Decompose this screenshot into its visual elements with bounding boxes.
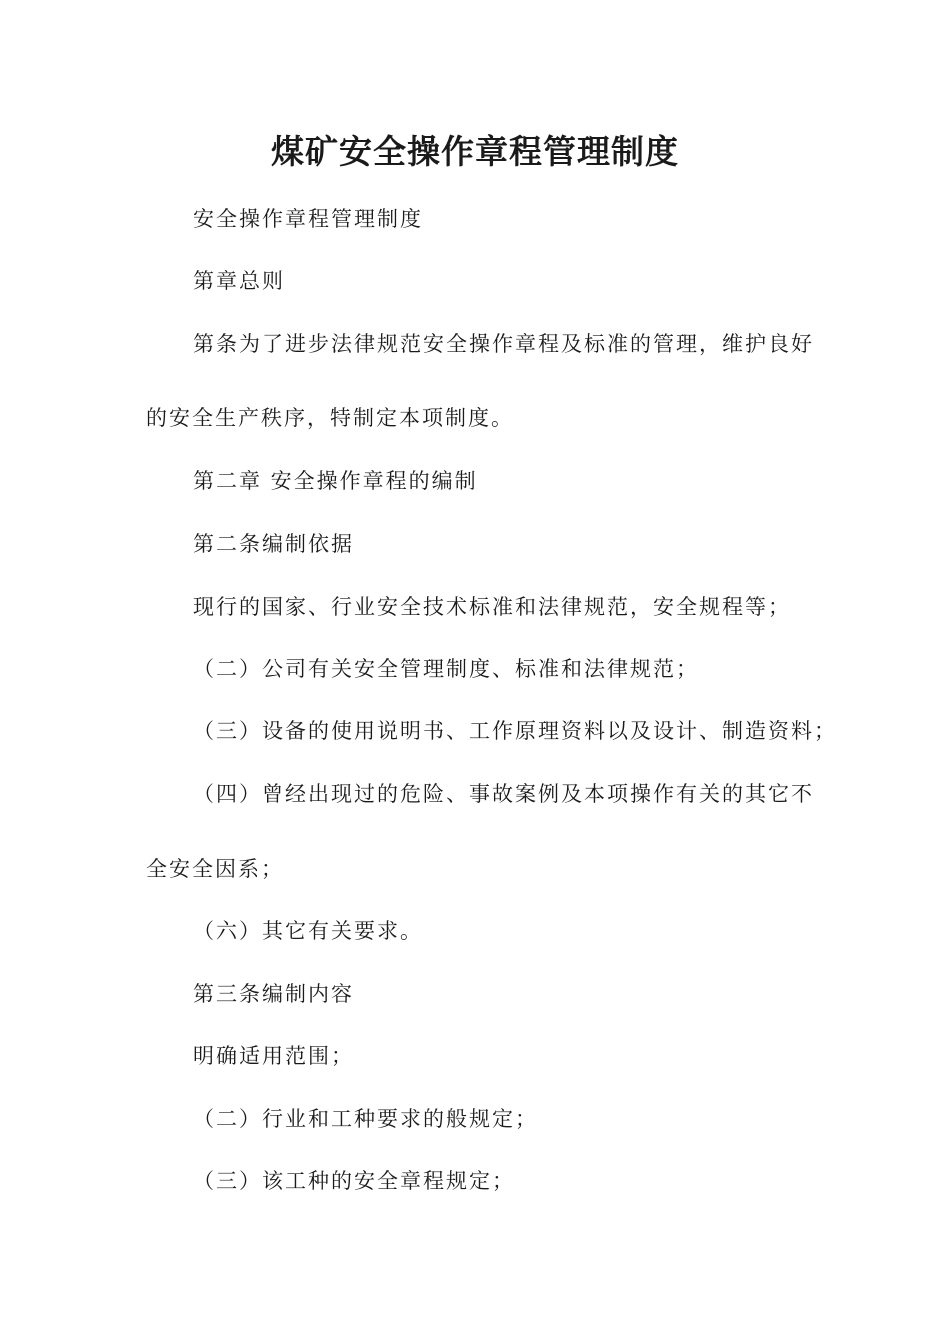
paragraph-line: 安全操作章程管理制度 <box>193 207 423 231</box>
paragraph-line: 第章总则 <box>193 269 285 293</box>
paragraph-line: （六）其它有关要求。 <box>193 919 423 943</box>
paragraph-line: 第二条编制依据 <box>193 532 354 556</box>
paragraph-line: 第条为了进步法律规范安全操作章程及标准的管理，维护良好 <box>193 332 814 356</box>
paragraph-line: （四）曾经出现过的危险、事故案例及本项操作有关的其它不 <box>193 782 814 806</box>
paragraph-line: （三）设备的使用说明书、工作原理资料以及设计、制造资料； <box>193 719 837 743</box>
paragraph-line: 第三条编制内容 <box>193 982 354 1006</box>
paragraph-line: （二）公司有关安全管理制度、标准和法律规范； <box>193 657 699 681</box>
paragraph-line: （三）该工种的安全章程规定； <box>193 1169 515 1193</box>
paragraph-line: （二）行业和工种要求的般规定； <box>193 1107 538 1131</box>
paragraph-line: 现行的国家、行业安全技术标准和法律规范，安全规程等； <box>193 595 791 619</box>
paragraph-line: 明确适用范围； <box>193 1044 354 1068</box>
document-title: 煤矿安全操作章程管理制度 <box>271 132 679 171</box>
paragraph-line: 全安全因系； <box>146 857 284 881</box>
paragraph-line: 第二章 安全操作章程的编制 <box>193 469 478 493</box>
paragraph-line: 的安全生产秩序，特制定本项制度。 <box>146 406 514 430</box>
